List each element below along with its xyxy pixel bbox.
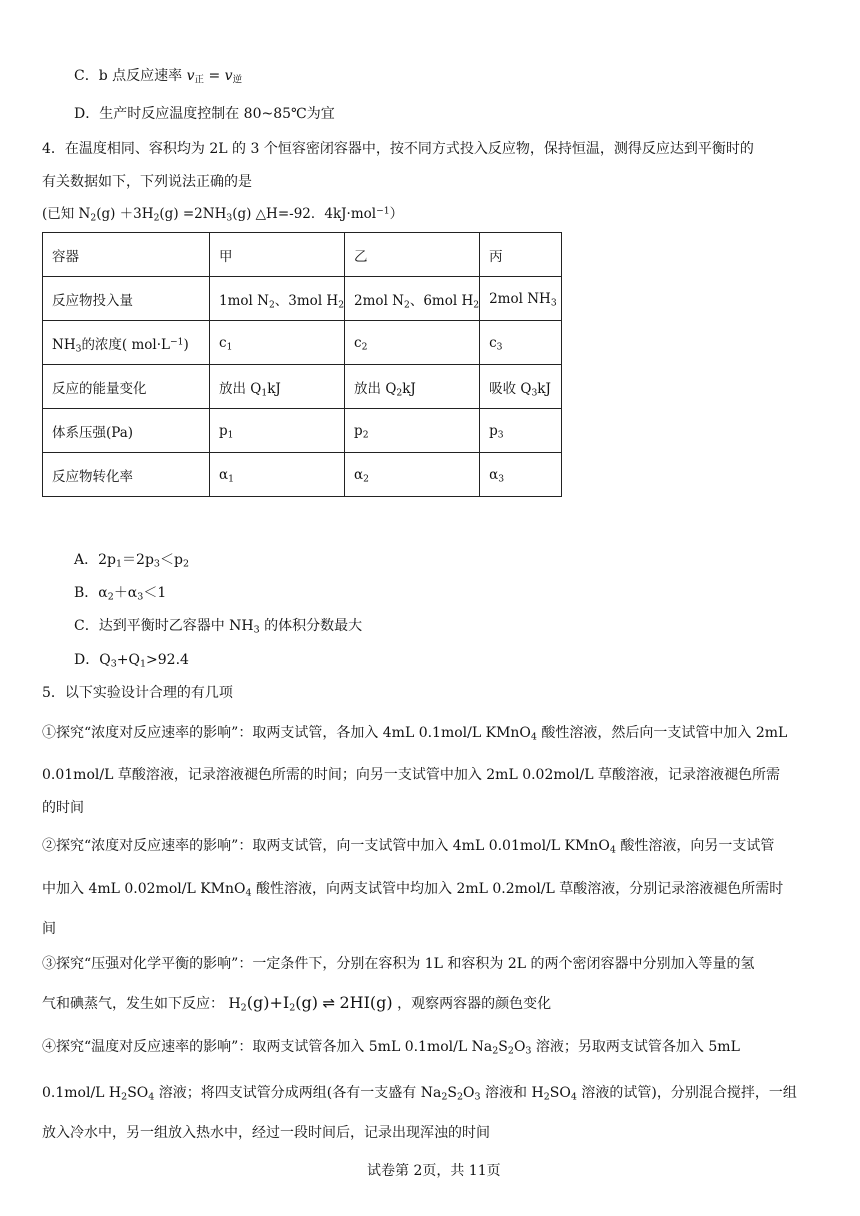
q5-item2-line2: 中加入 4mL 0.02mol/L KMnO$_4$ 酸性溶液，向两支试管中均加入 2mL 0.2mol/L 草酸溶液，分别记录溶液褪色所需时 [42, 881, 784, 899]
table-cell: $NH_3$的浓度( $mol\cdot L^{-1}$) [43, 321, 210, 365]
q4-option-d: D．$Q_3+Q_1>92.4$ [74, 652, 189, 670]
equilibrium-arrow-icon: ⇌ [322, 994, 336, 1012]
q5-stem: 5．以下实验设计合理的有几项 [42, 685, 233, 701]
page-footer: 试卷第 2页，共 11页 [367, 1163, 501, 1179]
table-cell: 1mol $N_2$、3mol $H_2$ [210, 277, 345, 321]
table-header-cell: 甲 [210, 233, 345, 277]
table-cell: $p_1$ [210, 409, 345, 453]
table-cell: $\alpha_2$ [345, 453, 480, 497]
table-cell: 体系压强(Pa) [43, 409, 210, 453]
table-cell: 放出 $Q_2kJ$ [345, 365, 480, 409]
table-header-cell: 丙 [480, 233, 562, 277]
q4-given-equation: (已知 $N_2(g) +3H_2(g) =2NH_3(g)$ △H=-92．4kJ·mol$^{-1}$） [42, 205, 404, 224]
table-header-cell: 乙 [345, 233, 480, 277]
table-cell: $\alpha_1$ [210, 453, 345, 497]
table-row [43, 321, 562, 365]
q4-stem-line1: 4．在温度相同、容积均为 2L 的 3 个恒容密闭容器中，按不同方式投入反应物，保持恒温，测得反应达到平衡时的 [42, 141, 754, 157]
q5-item2-line3: 间 [42, 921, 56, 937]
table-cell: 2mol $NH_3$ [480, 277, 562, 321]
table-cell: 反应物投入量 [43, 277, 210, 321]
q5-item2-line1: ②探究“浓度对反应速率的影响”：取两支试管，向一支试管中加入 4mL 0.01mol/L KMnO$_4$ 酸性溶液，向另一支试管 [42, 838, 775, 856]
q3-option-c: C．b 点反应速率 $v_正 = v_逆$ [74, 68, 243, 86]
q4-stem-line2: 有关数据如下，下列说法正确的是 [42, 174, 252, 190]
table-cell: 2mol $N_2$、6mol $H_2$ [345, 277, 480, 321]
table-cell: 反应的能量变化 [43, 365, 210, 409]
table-row [43, 453, 562, 497]
table-cell: $c_1$ [210, 321, 345, 365]
table-cell: $c_2$ [345, 321, 480, 365]
q5-item4-line2: 0.1mol/L $H_2SO_4$ 溶液；将四支试管分成两组(各有一支盛有 $Na_2S_2O_3$ 溶液和 $H_2SO_4$ 溶液的试管)，分别混合搅拌，一组 [42, 1085, 797, 1103]
table-cell: $c_3$ [480, 321, 562, 365]
table-cell: 吸收 $Q_3kJ$ [480, 365, 562, 409]
table-cell: 反应物转化率 [43, 453, 210, 497]
q3-option-d: D．生产时反应温度控制在 80~85℃为宜 [74, 106, 335, 122]
q5-item3-line1: ③探究“压强对化学平衡的影响”：一定条件下，分别在容积为 1L 和容积为 2L 的两个密闭容器中分别加入等量的氢 [42, 956, 755, 972]
table-cell: $p_3$ [480, 409, 562, 453]
table-cell: $p_2$ [345, 409, 480, 453]
table-row [43, 365, 562, 409]
q4-option-a: A．$2p_1=2p_3<p_2$ [74, 552, 190, 570]
q5-item4-line1: ④探究“温度对反应速率的影响”：取两支试管各加入 5mL 0.1mol/L $Na_2S_2O_3$ 溶液；另取两支试管各加入 5mL [42, 1039, 740, 1057]
table-cell: $\alpha_3$ [480, 453, 562, 497]
table-row [43, 277, 562, 321]
q5-item1-line3: 的时间 [42, 800, 84, 816]
q5-item4-line3: 放入冷水中，另一组放入热水中，经过一段时间后，记录出现浑浊的时间 [42, 1125, 490, 1141]
table-header-cell: 容器 [43, 233, 210, 277]
q4-data-table [42, 232, 562, 497]
h2-i2-equation: $H_2(g)+I_2(g)$ ⇌ 2HI(g) [228, 993, 393, 1014]
q5-item1-line1: ①探究“浓度对反应速率的影响”：取两支试管，各加入 4mL 0.1mol/L KMnO$_4$ 酸性溶液，然后向一支试管中加入 2mL [42, 725, 788, 743]
q4-option-c: C．达到平衡时乙容器中 $NH_3$ 的体积分数最大 [74, 618, 363, 636]
q4-option-b: B．$\alpha_2+\alpha_3<1$ [74, 585, 167, 603]
q5-item3-line2: 气和碘蒸气，发生如下反应： $H_2(g)+I_2(g)$ ⇌ 2HI(g) ，观察两容器的颜色变化 [42, 993, 552, 1014]
table-cell: 放出 $Q_1kJ$ [210, 365, 345, 409]
table-row [43, 233, 562, 277]
table-row [43, 409, 562, 453]
q5-item1-line2: 0.01mol/L 草酸溶液，记录溶液褪色所需的时间；向另一支试管中加入 2mL 0.02mol/L 草酸溶液，记录溶液褪色所需 [42, 767, 781, 783]
